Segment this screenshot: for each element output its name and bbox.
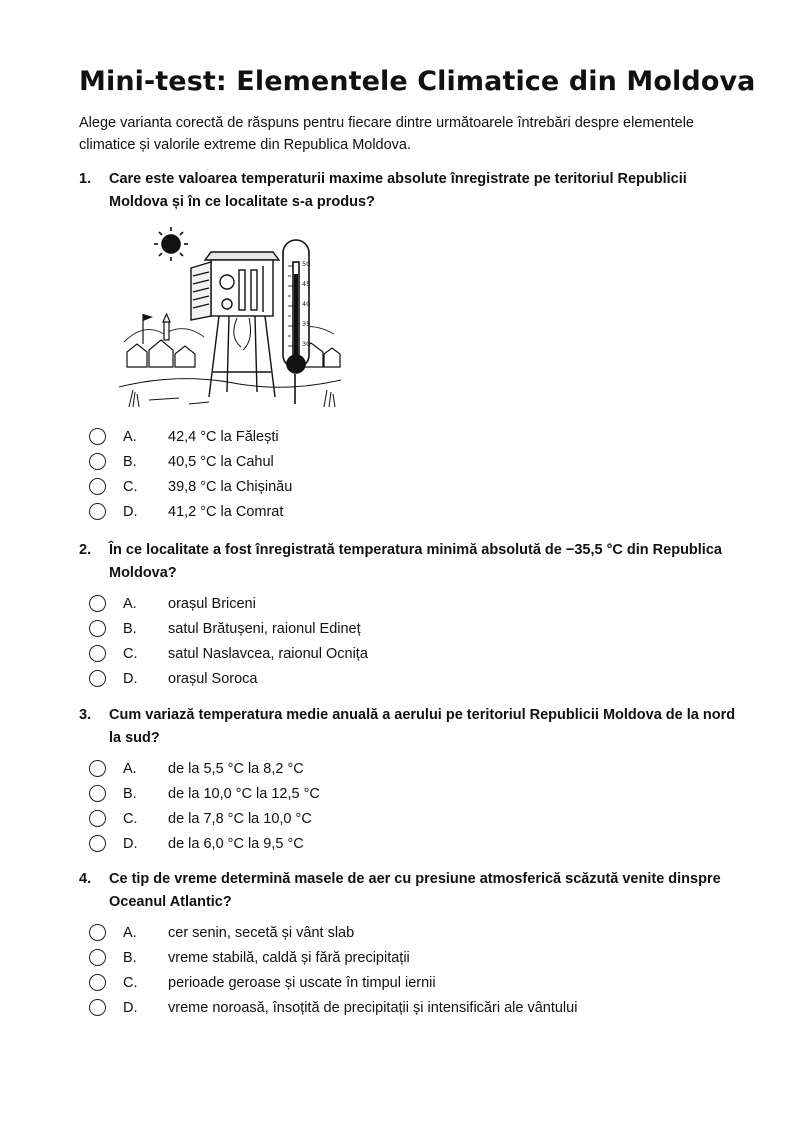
thermo-label: 50	[302, 260, 311, 268]
radio-button[interactable]	[89, 924, 106, 941]
question-text: Ce tip de vreme determină masele de aer cu presiune atmosferică scăzută venite dinspre Oceanul Atlantic?	[109, 871, 721, 910]
question-1-options	[79, 424, 739, 524]
answer-option-a[interactable]: A. cer senin, secetă și vânt slab	[89, 920, 739, 945]
radio-button[interactable]	[89, 760, 106, 777]
answer-option-a[interactable]: A. 42,4 °C la Fălești	[89, 424, 739, 449]
answer-option-b[interactable]: B. de la 10,0 °C la 12,5 °C	[89, 781, 739, 806]
answer-option-c[interactable]: C. satul Naslavcea, raionul Ocnița	[89, 641, 739, 666]
radio-button[interactable]	[89, 428, 106, 445]
radio-button[interactable]	[89, 974, 106, 991]
question-number: 1.	[79, 171, 92, 187]
question-1	[79, 168, 739, 214]
question-4	[79, 868, 739, 1020]
thermo-label: 35	[302, 320, 311, 328]
radio-button[interactable]	[89, 785, 106, 802]
radio-button[interactable]	[89, 645, 106, 662]
answer-option-b[interactable]: B. vreme stabilă, caldă și fără precipitații	[89, 945, 739, 970]
answer-option-d[interactable]: D. 41,2 °C la Comrat	[89, 499, 739, 524]
answer-option-c[interactable]: C. de la 7,8 °C la 10,0 °C	[89, 806, 739, 831]
question-number: 4.	[79, 871, 92, 887]
question-text: În ce localitate a fost înregistrată temperatura minimă absolută de −35,5 °C din Republica Moldova?	[109, 542, 722, 581]
question-2	[79, 539, 739, 691]
question-text: Cum variază temperatura medie anuală a aerului pe teritoriul Republicii Moldova de la nord la sud?	[109, 707, 736, 746]
thermo-label: 45	[302, 280, 311, 288]
question-number: 2.	[79, 542, 92, 558]
answer-option-b[interactable]: B. satul Brătușeni, raionul Edineț	[89, 616, 739, 641]
answer-option-d[interactable]: D. vreme noroasă, însoțită de precipitații și intensificări ale vântului	[89, 995, 739, 1020]
answer-option-a[interactable]: A. de la 5,5 °C la 8,2 °C	[89, 756, 739, 781]
radio-button[interactable]	[89, 595, 106, 612]
radio-button[interactable]	[89, 810, 106, 827]
answer-option-c[interactable]: C. perioade geroase și uscate în timpul iernii	[89, 970, 739, 995]
thermo-label: 30	[302, 340, 311, 348]
question-text: Care este valoarea temperaturii maxime absolute înregistrate pe teritoriul Republicii Moldova și în ce localitate s-a produs?	[109, 171, 687, 210]
intro-text: Alege varianta corectă de răspuns pentru fiecare dintre următoarele întrebări despre elementele climatice și valorile extreme din Republica Moldova.	[79, 115, 694, 153]
weather-station-illustration	[119, 222, 341, 410]
page-title: Mini-test: Elementele Climatice din Moldova	[79, 66, 756, 97]
radio-button[interactable]	[89, 453, 106, 470]
answer-option-a[interactable]: A. orașul Briceni	[89, 591, 739, 616]
radio-button[interactable]	[89, 478, 106, 495]
radio-button[interactable]	[89, 670, 106, 687]
radio-button[interactable]	[89, 620, 106, 637]
answer-option-b[interactable]: B. 40,5 °C la Cahul	[89, 449, 739, 474]
answer-option-d[interactable]: D. de la 6,0 °C la 9,5 °C	[89, 831, 739, 856]
sun-icon	[154, 227, 188, 261]
radio-button[interactable]	[89, 999, 106, 1016]
answer-option-d[interactable]: D. orașul Soroca	[89, 666, 739, 691]
thermo-label: 40	[302, 300, 311, 308]
answer-option-c[interactable]: C. 39,8 °C la Chișinău	[89, 474, 739, 499]
radio-button[interactable]	[89, 503, 106, 520]
radio-button[interactable]	[89, 949, 106, 966]
radio-button[interactable]	[89, 835, 106, 852]
question-3	[79, 704, 739, 856]
question-number: 3.	[79, 707, 92, 723]
